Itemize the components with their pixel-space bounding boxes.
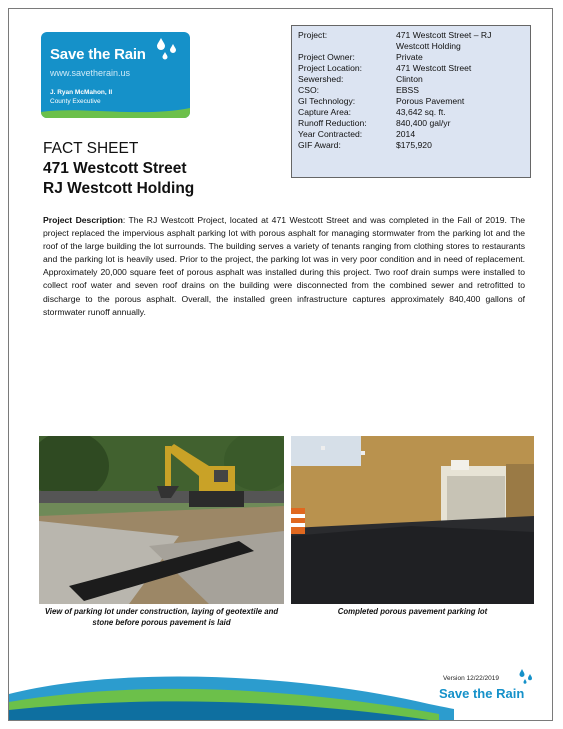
info-label: Runoff Reduction: [298, 118, 367, 128]
info-label: GI Technology: [298, 96, 356, 106]
construction-photo-image [39, 436, 284, 604]
info-label: Capture Area: [298, 107, 352, 117]
info-row-location [298, 63, 524, 74]
logo-url: www.savetherain.us [50, 68, 131, 78]
info-value: $175,920 [396, 140, 432, 150]
info-row-gif-award [298, 140, 524, 151]
info-row-sewershed [298, 74, 524, 85]
info-row-owner [298, 52, 524, 63]
info-value: 43,642 sq. ft. [396, 107, 446, 117]
completed-lot-photo [291, 436, 534, 604]
info-row-year-contracted [298, 129, 524, 140]
info-value: 471 Westcott Street – RJ Westcott Holding [396, 30, 492, 51]
project-address-heading: 471 Westcott Street [43, 160, 187, 177]
info-label: Sewershed: [298, 74, 344, 84]
info-row-capture-area [298, 107, 524, 118]
info-row-project [298, 30, 524, 52]
construction-photo-caption: View of parking lot under construction, laying of geotextile and stone before porous pavement is laid [44, 607, 279, 627]
info-row-cso [298, 85, 524, 96]
page-title [43, 139, 194, 199]
info-value: Porous Pavement [396, 96, 465, 106]
footer-raindrops-icon [517, 667, 537, 687]
info-label: Project Owner: [298, 52, 355, 62]
info-label: Year Contracted: [298, 129, 363, 139]
project-owner-heading: RJ Westcott Holding [43, 180, 195, 197]
info-label: Project: [298, 30, 328, 40]
project-info-box [291, 25, 531, 178]
info-value: Clinton [396, 74, 423, 84]
info-value: 471 Westcott Street [396, 63, 472, 73]
raindrops-icon [153, 36, 183, 64]
fact-sheet-page [8, 8, 553, 721]
save-the-rain-logo [41, 32, 190, 118]
info-value: 2014 [396, 129, 416, 139]
info-row-runoff-reduction [298, 118, 524, 129]
completed-lot-photo-caption: Completed porous pavement parking lot [337, 607, 488, 616]
project-description [43, 214, 525, 319]
info-label: Project Location: [298, 63, 363, 73]
info-label: GIF Award: [298, 140, 341, 150]
logo-title: Save the Rain [50, 46, 146, 63]
info-row-gi-technology [298, 96, 524, 107]
project-description-text: : The RJ Westcott Project, located at 471 Westcott Street and was completed in the Fall of 2019. The project replaced the impervious asphalt parking lot with porous asphalt for managing stormwater from the parking lot and the roof of the large building the lot surrounds. The building serves a variety of tenants ranging from clothing stores to restaurants and the parking lot is heavily used. Prior to the project, the parking lot was in very poor condition and in need of replacement. Approximately 20,000 square feet of porous asphalt was installed during this project. Two roof drain sumps were installed to collect roof water and seven roof drains on the building were disconnected from the combined sewer and retrofitted to discharge to the porous asphalt. Overall, the installed green infrastructure captures approximately 840,400 gallons of stormwater runoff annually. [43, 215, 526, 317]
info-label: CSO: [298, 85, 320, 95]
county-executive-title: County Executive [50, 98, 101, 105]
completed-lot-photo-image [291, 436, 534, 604]
info-value: EBSS [396, 85, 419, 95]
project-description-label: Project Description [43, 215, 123, 225]
footer-logo-text: Save the Rain [439, 686, 525, 701]
logo-green-swoosh [41, 104, 190, 118]
construction-photo [39, 436, 284, 604]
info-value: Private [396, 52, 423, 62]
fact-sheet-heading: FACT SHEET [43, 140, 139, 157]
county-executive-name: J. Ryan McMahon, II [50, 89, 113, 96]
version-label: Version 12/22/2019 [443, 675, 500, 682]
info-value: 840,400 gal/yr [396, 118, 451, 128]
